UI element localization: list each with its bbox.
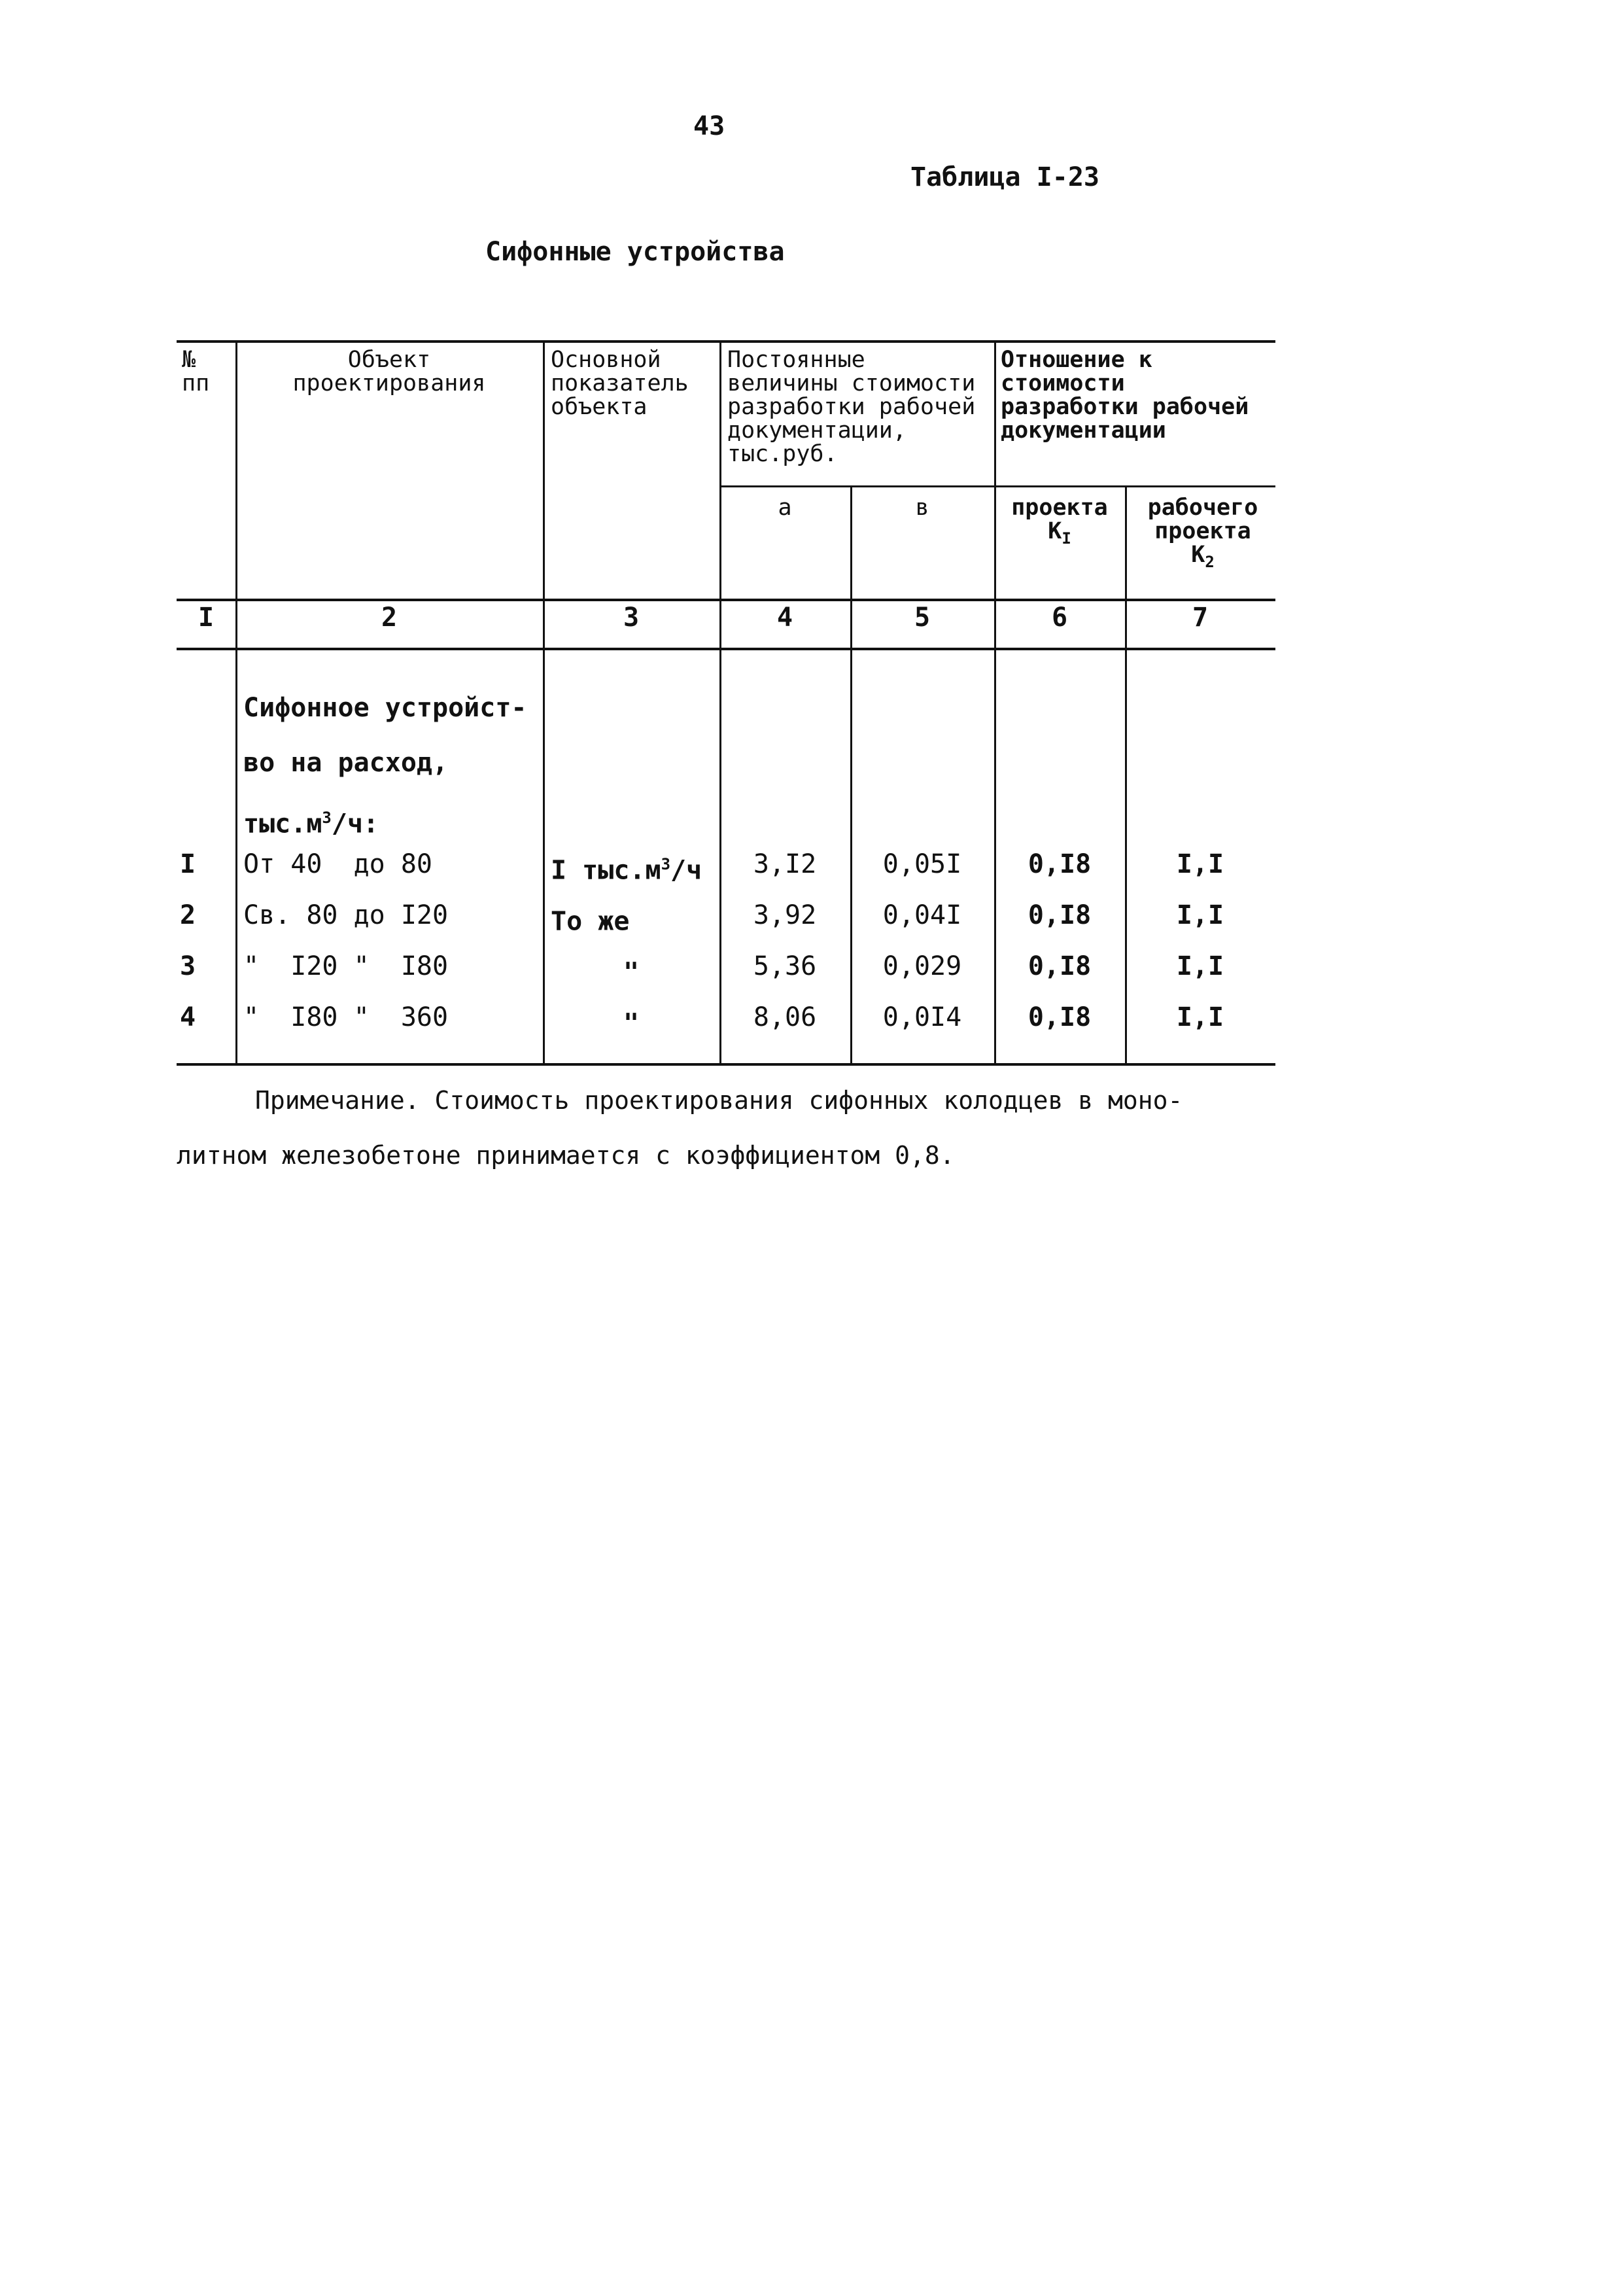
header-col-number: № пп [182,347,210,396]
row-object: Св. 80 до I20 [243,900,449,930]
header-k1-label: проекта [1011,495,1108,521]
table-top-rule [177,340,1275,343]
header-col-k1 [994,496,1125,550]
row-k2: I,I [1176,1002,1224,1032]
group-unit-pre: тыс.м [243,809,322,839]
k2-letter: К [1191,542,1205,568]
row-a: 5,36 [753,951,817,981]
header-col-k2 [1130,496,1275,574]
table-bottom-rule [177,1063,1275,1066]
indicator-pre: То же [551,906,630,937]
row-indicator [551,852,719,886]
header-k1-symbol [994,519,1125,550]
col-divider-1 [235,340,237,1065]
group-unit-sup: 3 [322,809,332,827]
row-number: 3 [180,951,196,981]
table-label: Таблица I-23 [910,162,1099,192]
row-k2: I,I [1176,849,1224,879]
row-b: 0,05I [882,849,962,879]
indicator-pre: I тыс.м [551,855,661,886]
row-a: 3,92 [753,900,817,930]
header-k2-label: рабочего проекта [1147,495,1258,544]
row-indicator [543,954,719,988]
header-indicator: Основной показатель объекта [551,347,689,420]
k2-subscript: 2 [1205,553,1215,571]
row-b: 0,04I [882,900,962,930]
colnum-1: I [198,603,215,633]
row-k1: 0,I8 [1028,900,1092,930]
row-number: 2 [180,900,196,930]
subheader-rule [719,485,1275,487]
row-object: " I80 " 360 [243,1002,449,1032]
group-label-line2: во на расход, [243,748,449,778]
note-line-2: литном железобетоне принимается с коэффициентом 0,8. [177,1141,955,1170]
header-constants-group: Постоянные величины стоимости разработки рабочей документации, тыс.руб. [727,347,976,467]
table-note [177,1073,1275,1183]
colnum-6: 6 [1051,603,1068,633]
row-indicator [551,903,719,937]
colnum-2: 2 [381,603,398,633]
group-unit-post: /ч: [331,809,379,839]
note-line-1: Примечание. Стоимость проектирования сифонных колодцев в моно- [255,1086,1183,1115]
row-k2: I,I [1176,951,1224,981]
group-label-line3 [243,790,541,851]
header-col-a: а [778,495,792,521]
row-indicator [543,1005,719,1039]
indicator-sup: 3 [661,855,671,873]
indicator-pre: " [623,957,640,988]
colnum-3: 3 [623,603,640,633]
header-object: Объект проектирования [292,347,486,396]
header-k2-symbol [1130,543,1275,574]
header-col-b: в [915,495,929,521]
indicator-pre: " [623,1008,640,1039]
row-object: " I20 " I80 [243,951,449,981]
row-number: 4 [180,1002,196,1032]
group-label-line1: Сифонное устройст- [243,693,527,723]
row-k1: 0,I8 [1028,1002,1092,1032]
header-bottom-rule [177,599,1275,601]
cost-table [177,340,1275,1066]
page-title: Сифонные устройства [485,237,785,267]
k1-letter: К [1048,518,1062,544]
colnum-4: 4 [776,603,793,633]
row-b: 0,0I4 [882,1002,962,1032]
row-number: I [180,849,196,879]
row-k1: 0,I8 [1028,951,1092,981]
row-k2: I,I [1176,900,1224,930]
colnum-bottom-rule [177,648,1275,650]
k1-subscript: I [1062,529,1071,548]
row-a: 3,I2 [753,849,817,879]
page-number: 43 [693,111,725,141]
row-b: 0,029 [882,951,962,981]
colnum-5: 5 [914,603,931,633]
header-ratio-group: Отношение к стоимости разработки рабочей документации [1001,347,1249,444]
indicator-post: /ч [670,855,702,886]
row-k1: 0,I8 [1028,849,1092,879]
colnum-7: 7 [1192,603,1209,633]
row-a: 8,06 [753,1002,817,1032]
row-object: От 40 до 80 [243,849,432,879]
group-label [243,680,541,851]
